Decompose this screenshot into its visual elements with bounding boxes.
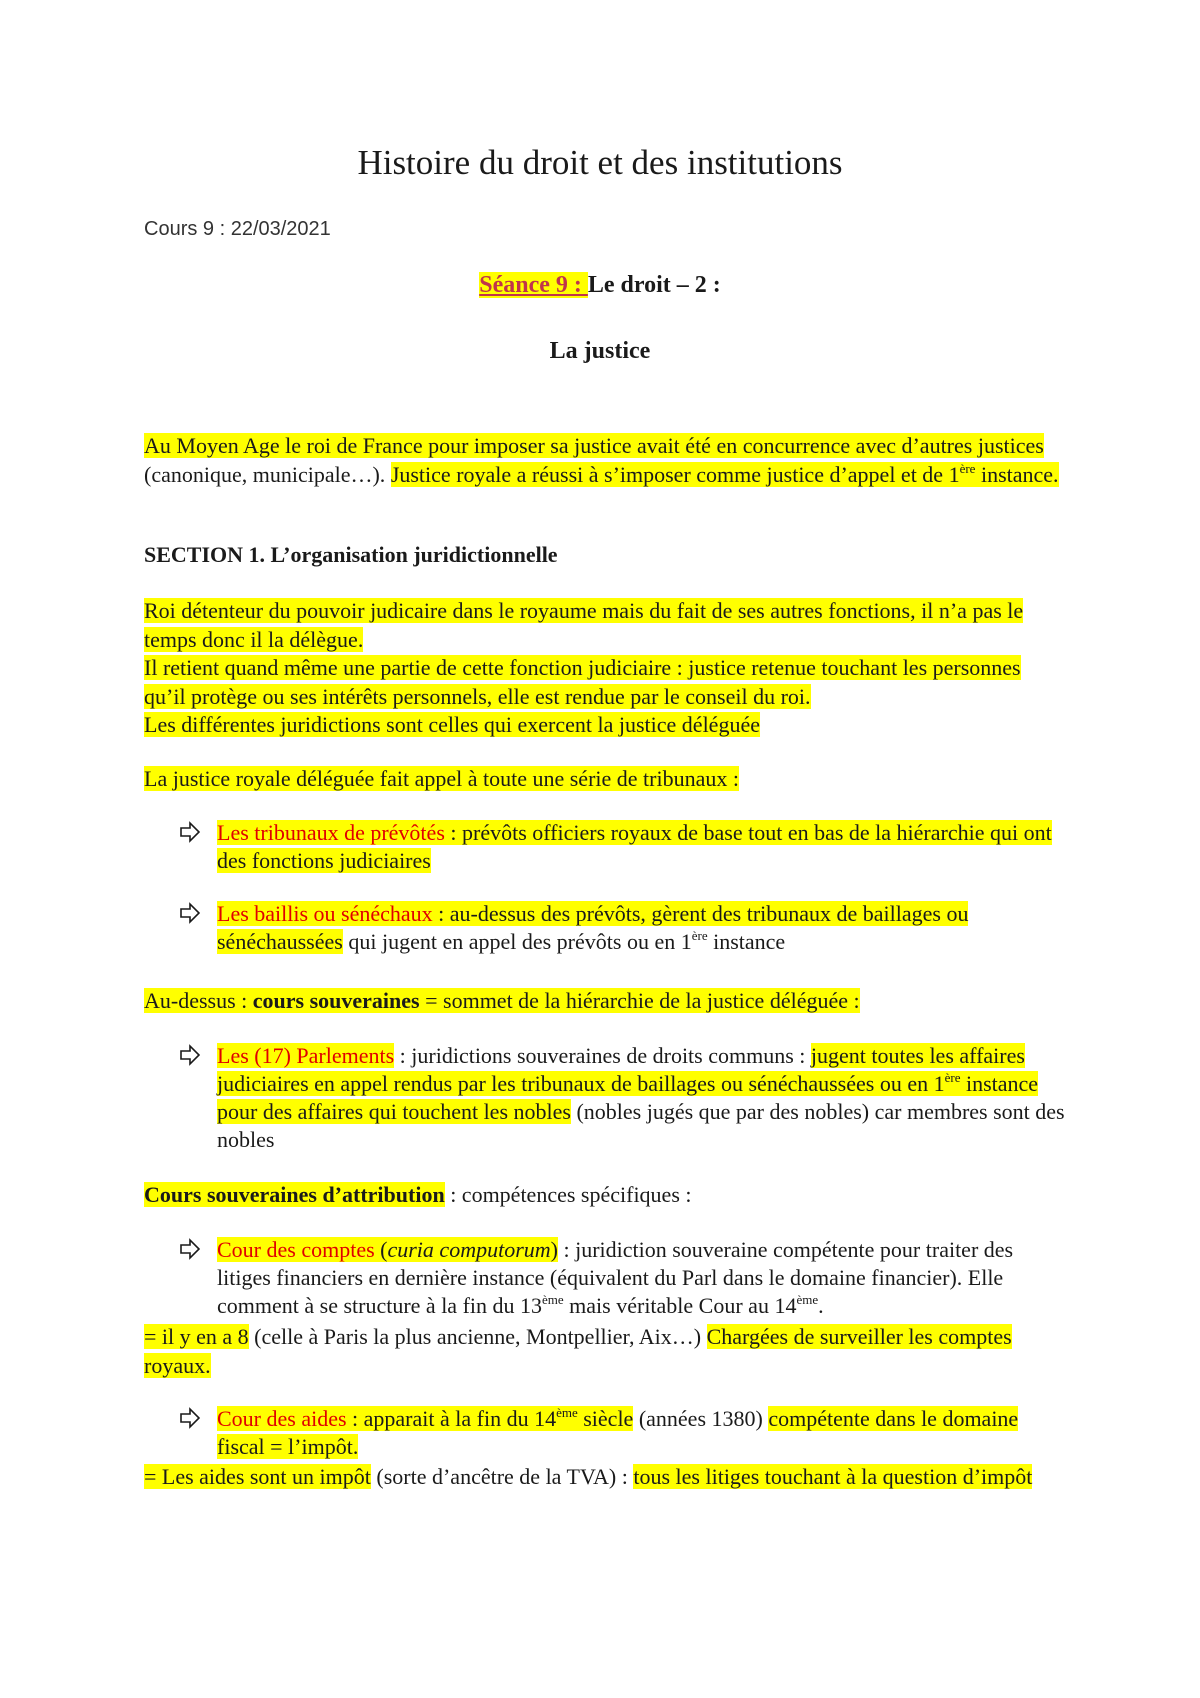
document-page: Histoire du droit et des institutions Cours 9 : 22/03/2021 Séance 9 : Le droit – 2 : La justice Au Moyen Age le roi de France pour imposer sa justice avait été en concurrence avec d’autres justices (canonique, municipale…). Justice royale a réussi à s’imposer comme justice d’appel et de 1ère instance. SECTION 1. L’organisation juridictionnelle Roi détenteur du pouvoir judicaire dans le royaume mais du fait de ses autres fonctions, il n’a pas le temps donc il la délègue. Il retient quand même une partie de cette fonction judiciaire : justice retenue touchant les personnes qu’il protège ou ses intérêts personnels, elle est rendue par le conseil du roi. Les différentes juridictions sont celles qui exercent la justice déléguée La justice royale déléguée fait appel à toute une série de tribunaux : Les tribunaux de prévôtés : prévôts officiers royaux de base tout en bas de la hiérarchie qui ont des fonctions judiciaires Les baillis ou sénéchaux : au-dessus des prévôts, gèrent des tribunaux de baillages ou sénéchaussées qui jugent en appel des prévôts ou en 1ère instance Au-dessus : cours souveraines = sommet de la hiérarchie de la justice déléguée : Les (17) Parlements : juridictions souveraines de droits communs : jugent toutes les affaires judiciaires en appel rendus par les tribunaux de baillages ou sénéchaussées ou en 1ère instance pour des affaires qui touchent les nobles (nobles jugés que par des nobles) car membres sont des nobles Cours souveraines d’attribution : compétences spécifiques : Cour des comptes (curia computorum) : juridiction souveraine compétente pour traiter des litiges financiers en dernière instance (équivalent du Parl dans le domaine financier). Elle comment à se structure à la fin du 13ème mais véritable Cour au 14ème. = il y en a 8 (celle à Paris la plus ancienne, Montpellier, Aix…) Chargées de surveiller les comptes royaux. Cour des aides : apparait à la fin du 14ème siècle (années 1380) compétente dans le domaine fiscal = l’impôt. = Les aides sont un impôt (sorte d’ancêtre de la TVA) : tous les litiges touchant à la question d’impôt [0, 0, 1200, 1698]
sovereign-courts-line: Au-dessus : cours souveraines = sommet de la hiérarchie de la justice déléguée : [144, 988, 860, 1013]
cour-des-comptes-detail: = il y en a 8 (celle à Paris la plus ancienne, Montpellier, Aix…) Chargées de surveiller les comptes royaux. [144, 1324, 1012, 1378]
cour-des-aides-detail: = Les aides sont un impôt (sorte d’ancêtre de la TVA) : tous les litiges touchant à la question d’impôt [144, 1464, 1033, 1489]
attribution-courts-line: Cours souveraines d’attribution : compétences spécifiques : [144, 1182, 692, 1207]
right-arrow-outline-icon [180, 821, 200, 843]
subtitle: La justice [549, 338, 651, 364]
section-1-heading: SECTION 1. L’organisation juridictionnelle [144, 542, 558, 567]
delegated-justice-intro: La justice royale déléguée fait appel à toute une série de tribunaux : [144, 766, 739, 791]
right-arrow-outline-icon [180, 1407, 200, 1429]
section-1-paragraph: Roi détenteur du pouvoir judicaire dans le royaume mais du fait de ses autres fonctions, il n’a pas le temps donc il la délègue. Il retient quand même une partie de cette fonction judiciaire : justice retenue touchant les personnes qu’il protège ou ses intérêts personnels, elle est rendue par le conseil du roi. Les différentes juridictions sont celles qui exercent la justice déléguée [144, 598, 1024, 737]
seance-label: Séance 9 : [479, 272, 588, 298]
right-arrow-outline-icon [180, 1044, 200, 1066]
seance-heading [0, 272, 1200, 299]
document-title: Histoire du droit et des institutions [357, 143, 843, 182]
right-arrow-outline-icon [180, 902, 200, 924]
right-arrow-outline-icon [180, 1238, 200, 1260]
intro-paragraph: Au Moyen Age le roi de France pour imposer sa justice avait été en concurrence avec d’autres justices (canonique, municipale…). Justice royale a réussi à s’imposer comme justice d’appel et de 1ère instance. [144, 433, 1059, 487]
course-date: Cours 9 : 22/03/2021 [144, 218, 331, 240]
seance-title: Le droit – 2 : [587, 272, 721, 298]
